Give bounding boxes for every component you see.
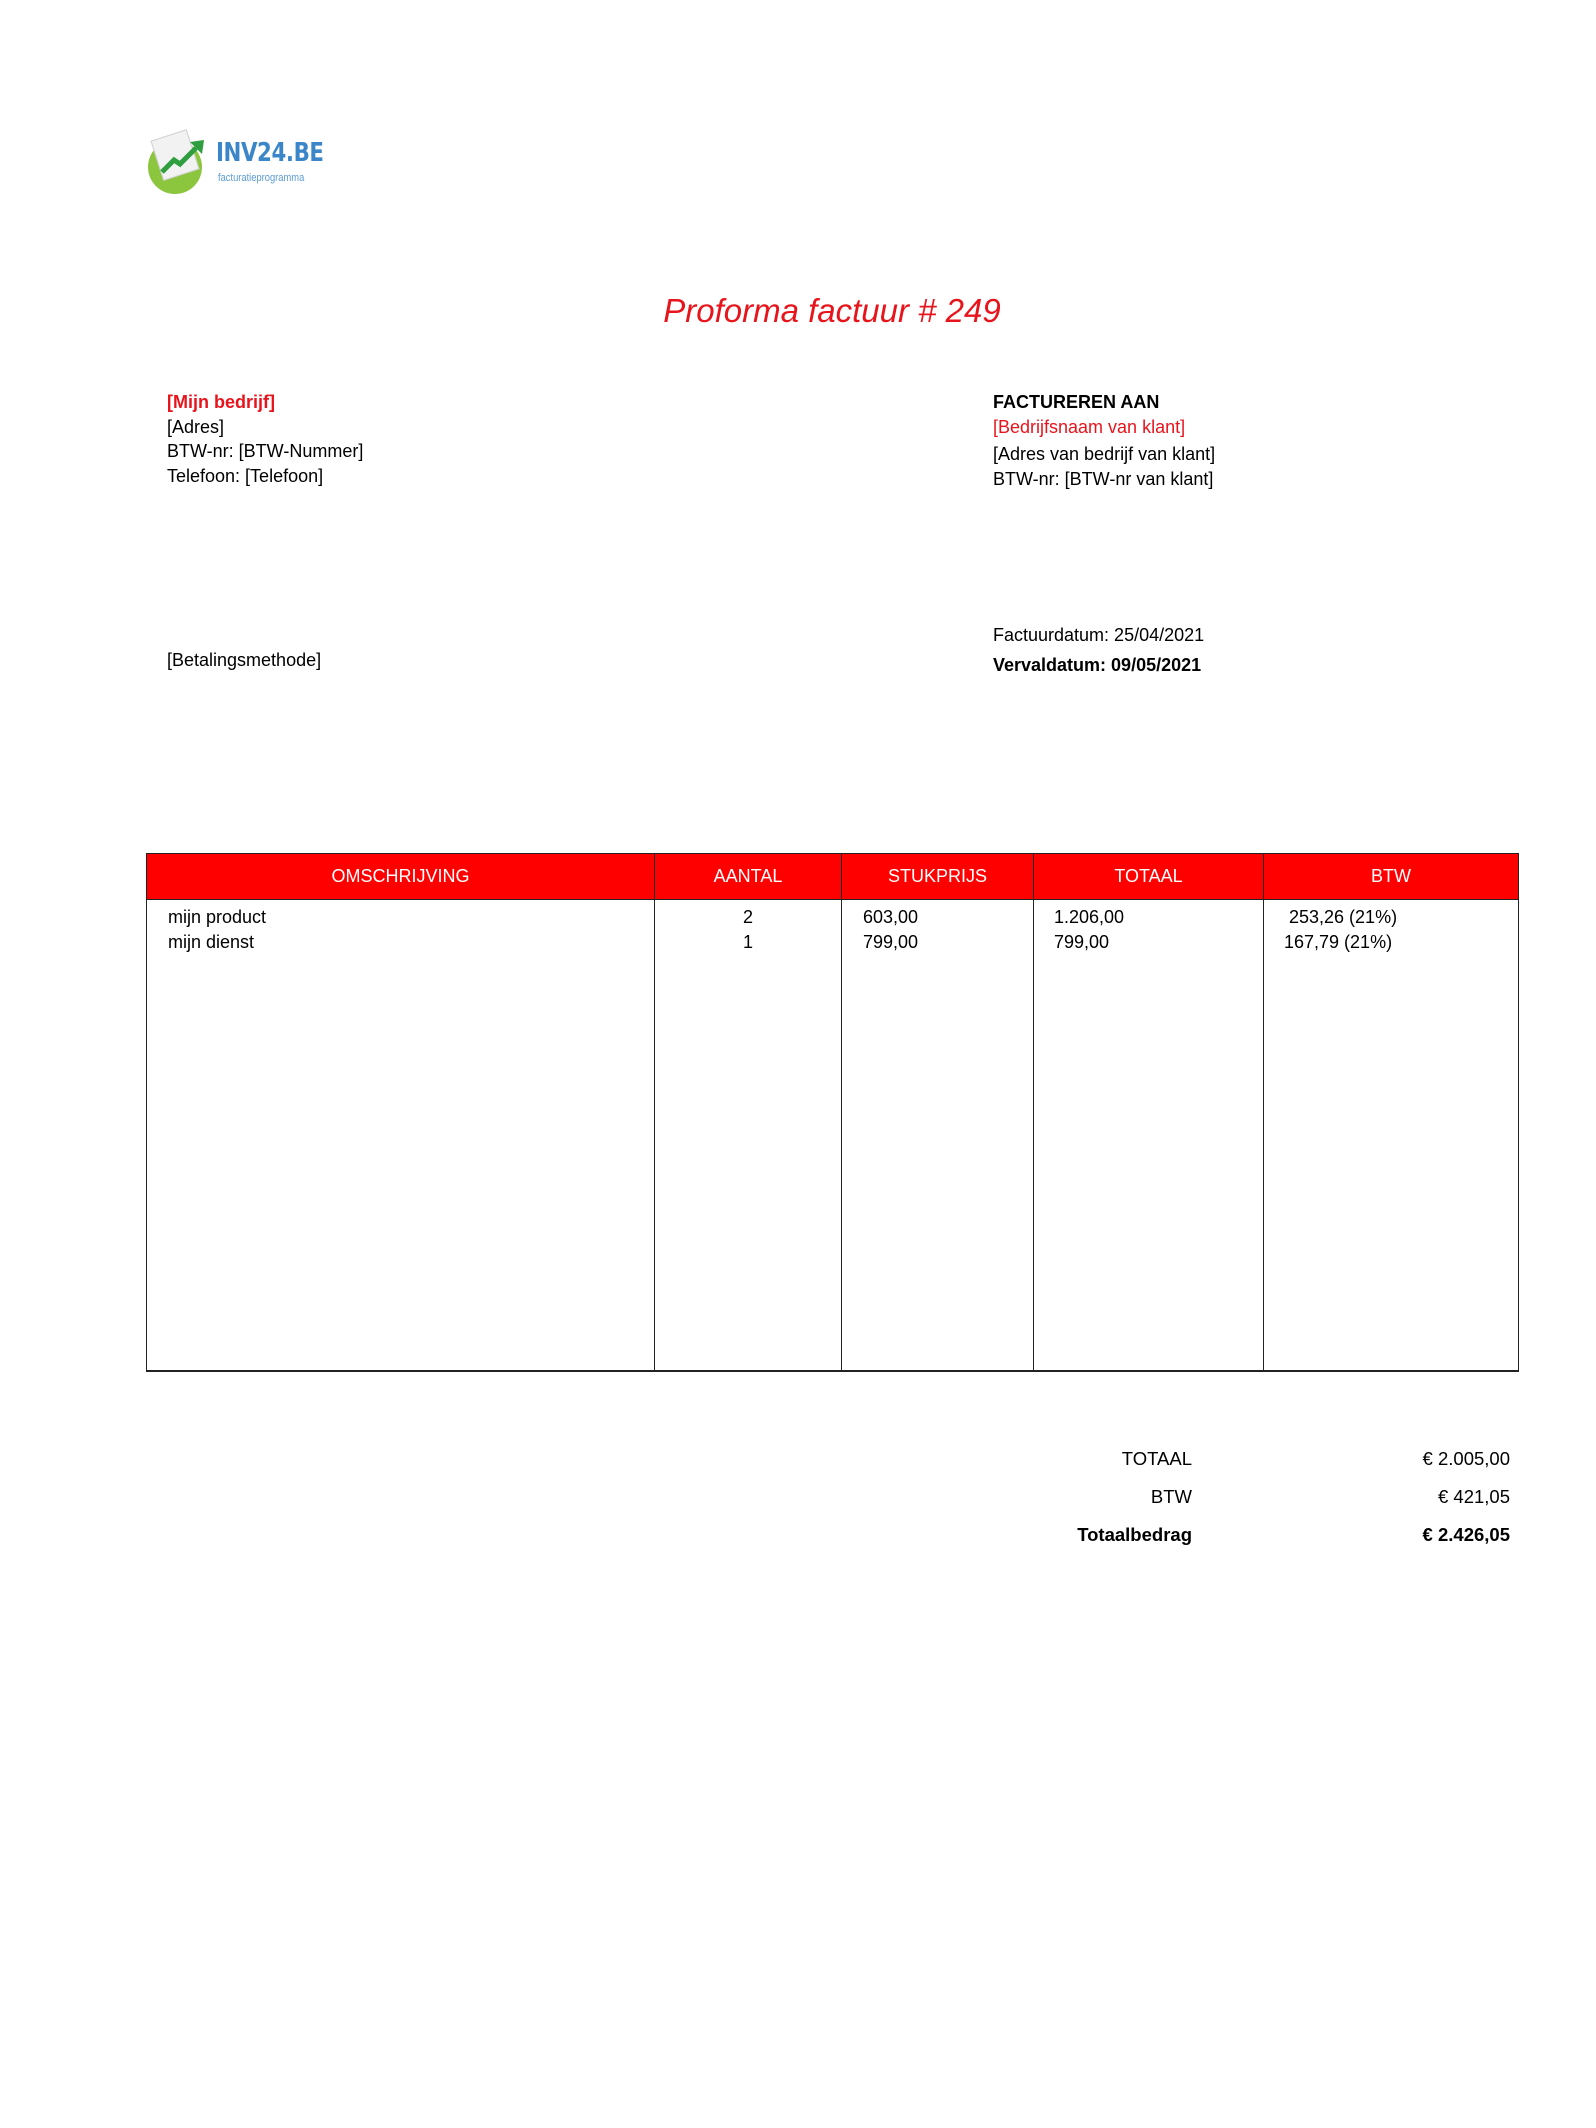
seller-address: [Adres] bbox=[167, 416, 225, 437]
column-header-vat: BTW bbox=[1264, 854, 1519, 900]
grand-total-label: Totaalbedrag bbox=[1077, 1524, 1192, 1545]
table-header-row bbox=[147, 854, 1519, 900]
row-description: mijn dienst bbox=[168, 931, 255, 952]
client-vat: BTW-nr: [BTW-nr van klant] bbox=[993, 468, 1214, 489]
row-quantity: 2 bbox=[742, 907, 753, 927]
subtotal-label: TOTAAL bbox=[1121, 1448, 1192, 1469]
logo-brand-text: INV24.BE bbox=[216, 138, 324, 168]
total-cell bbox=[1034, 900, 1264, 1372]
subtotal-row bbox=[1060, 1440, 1510, 1478]
row-vat: 167,79 (21%) bbox=[1284, 931, 1393, 952]
invoice-dates bbox=[993, 620, 1204, 680]
column-header-description: OMSCHRIJVING bbox=[147, 854, 655, 900]
bill-to-info bbox=[993, 390, 1215, 491]
column-header-unit-price: STUKPRIJS bbox=[842, 854, 1034, 900]
invoice-date: Factuurdatum: 25/04/2021 bbox=[993, 625, 1205, 645]
vat-total-value: € 421,05 bbox=[1437, 1486, 1510, 1507]
row-total: 799,00 bbox=[1054, 931, 1110, 952]
seller-phone: Telefoon: [Telefoon] bbox=[167, 465, 324, 486]
quantity-cell bbox=[655, 900, 842, 1372]
column-header-quantity: AANTAL bbox=[655, 854, 842, 900]
seller-info bbox=[167, 390, 363, 488]
table-body bbox=[147, 900, 1519, 1372]
vat-total-label: BTW bbox=[1150, 1486, 1192, 1507]
row-unit-price: 799,00 bbox=[863, 931, 919, 952]
grand-total-row bbox=[1060, 1516, 1510, 1554]
bill-to-heading: FACTUREREN AAN bbox=[993, 392, 1160, 412]
row-unit-price: 603,00 bbox=[863, 907, 919, 927]
unit-price-cell bbox=[842, 900, 1034, 1372]
grand-total-value: € 2.426,05 bbox=[1422, 1524, 1510, 1545]
company-logo bbox=[148, 134, 338, 198]
row-quantity: 1 bbox=[742, 931, 753, 952]
document-title bbox=[0, 292, 1596, 330]
column-header-total: TOTAAL bbox=[1034, 854, 1264, 900]
due-date: Vervaldatum: 09/05/2021 bbox=[993, 655, 1202, 675]
logo-growth-arrow-icon bbox=[158, 138, 208, 178]
row-total: 1.206,00 bbox=[1054, 907, 1125, 927]
document-title-text: Proforma factuur # 249 bbox=[663, 292, 1001, 329]
client-address: [Adres van bedrijf van klant] bbox=[993, 444, 1216, 464]
description-cell bbox=[147, 900, 655, 1372]
vat-cell bbox=[1264, 900, 1519, 1372]
seller-company: [Mijn bedrijf] bbox=[167, 392, 275, 412]
seller-vat: BTW-nr: [BTW-Nummer] bbox=[167, 441, 364, 461]
totals-summary bbox=[1060, 1440, 1510, 1554]
vat-total-row bbox=[1060, 1478, 1510, 1516]
logo-tagline: facturatieprogramma bbox=[218, 172, 305, 184]
subtotal-value: € 2.005,00 bbox=[1422, 1448, 1510, 1469]
line-items-table bbox=[146, 853, 1519, 1372]
row-description: mijn product bbox=[168, 907, 267, 927]
payment-method: [Betalingsmethode] bbox=[167, 650, 322, 670]
row-vat: 253,26 (21%) bbox=[1284, 907, 1398, 927]
client-company: [Bedrijfsnaam van klant] bbox=[993, 416, 1186, 437]
